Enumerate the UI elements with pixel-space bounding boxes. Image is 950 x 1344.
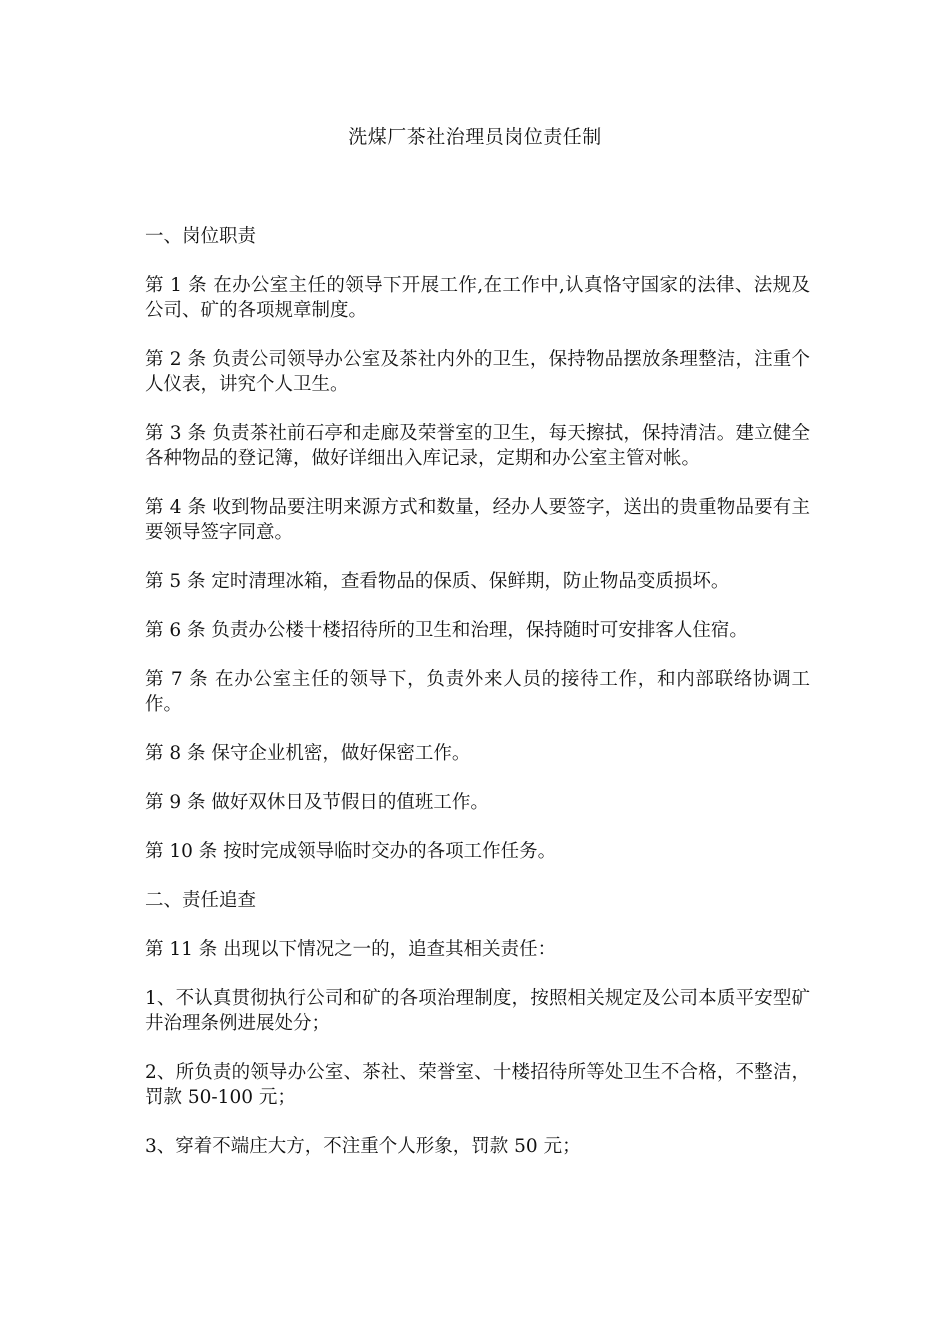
article-2: 第 2 条 负责公司领导办公室及茶社内外的卫生，保持物品摆放条理整洁，注重个人仪表，讲究个人卫生。 (145, 349, 810, 395)
article-8: 第 8 条 保守企业机密，做好保密工作。 (145, 743, 471, 764)
article-6: 第 6 条 负责办公楼十楼招待所的卫生和治理，保持随时可安排客人住宿。 (145, 620, 748, 641)
accountability-item-1: 1、不认真贯彻执行公司和矿的各项治理制度，按照相关规定及公司本质平安型矿井治理条例进展处分； (145, 988, 810, 1034)
document-body (145, 224, 810, 1183)
article-5: 第 5 条 定时清理冰箱，查看物品的保质、保鲜期，防止物品变质损坏。 (145, 571, 730, 592)
article-11: 第 11 条 出现以下情况之一的，追查其相关责任： (145, 939, 557, 960)
accountability-item-2: 2、所负责的领导办公室、茶社、荣誉室、十楼招待所等处卫生不合格，不整洁，罚款 50-100 元； (145, 1062, 810, 1108)
article-3: 第 3 条 负责茶社前石亭和走廊及荣誉室的卫生，每天擦拭，保持清洁。建立健全各种物品的登记簿，做好详细出入库记录，定期和办公室主管对帐。 (145, 423, 810, 469)
article-9: 第 9 条 做好双休日及节假日的值班工作。 (145, 792, 489, 813)
article-7: 第 7 条 在办公室主任的领导下，负责外来人员的接待工作，和内部联络协调工作。 (145, 669, 810, 715)
article-10: 第 10 条 按时完成领导临时交办的各项工作任务。 (145, 841, 557, 862)
article-4: 第 4 条 收到物品要注明来源方式和数量，经办人要签字，送出的贵重物品要有主要领导签字同意。 (145, 497, 810, 543)
section-heading-accountability: 二、责任追查 (145, 890, 257, 911)
article-1: 第 1 条 在办公室主任的领导下开展工作,在工作中,认真恪守国家的法律、法规及公司、矿的各项规章制度。 (145, 275, 810, 321)
accountability-item-3: 3、穿着不端庄大方，不注重个人形象，罚款 50 元； (145, 1136, 581, 1157)
section-heading-duties: 一、岗位职责 (145, 226, 257, 247)
page-title: 洗煤厂茶社治理员岗位责任制 (348, 126, 602, 148)
